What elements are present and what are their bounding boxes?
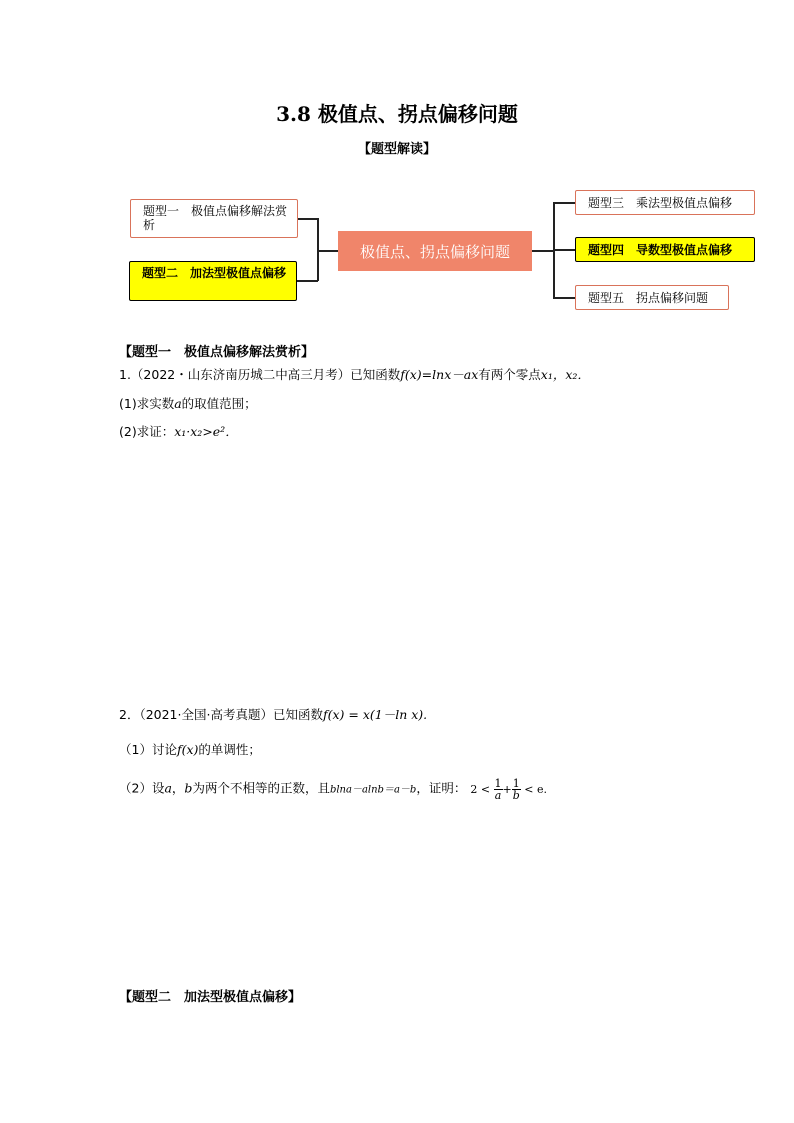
connector-line xyxy=(553,297,575,299)
page-subtitle: 【题型解读】 xyxy=(357,142,436,157)
question-2: 2．（2021·全国·高考真题）已知函数f(x) = x(1－ln x). xyxy=(119,707,428,722)
question-2-part-1: （1）讨论f(x)的单调性； xyxy=(119,742,261,757)
question-1-part-1: (1)求实数a的取值范围； xyxy=(119,396,257,411)
mindmap-node-type3: 题型三 乘法型极值点偏移 xyxy=(575,190,755,215)
mindmap-node-type5: 题型五 拐点偏移问题 xyxy=(575,285,729,310)
section-heading-type2: 【题型二 加法型极值点偏移】 xyxy=(119,990,302,1005)
connector-line xyxy=(297,280,318,282)
question-1-part-2: (2)求证：x₁·x₂>e²． xyxy=(119,424,238,439)
mindmap-node-type2: 题型二 加法型极值点偏移 xyxy=(129,261,297,301)
connector-line xyxy=(553,202,575,204)
question-1: 1.（2022・山东济南历城二中高三月考）已知函数f(x)=lnx－ax有两个零点x₁，x₂． xyxy=(119,367,590,382)
inequality: 2 < $\frac{1}{a}$ + $\frac{1}{b}$ < e. xyxy=(470,777,547,802)
connector-line xyxy=(298,218,318,220)
mindmap-node-type1: 题型一 极值点偏移解法赏析 xyxy=(130,199,298,238)
mindmap-node-type4: 题型四 导数型极值点偏移 xyxy=(575,237,755,262)
connector-line xyxy=(532,250,554,252)
question-2-part-2: （2）设a，b为两个不相等的正数，且blna－alnb＝a－b，证明： 2 < $\frac{1}{a}$ + $\frac{1}{b}$ < e. xyxy=(119,777,547,802)
page-title: 3.8 极值点、拐点偏移问题 xyxy=(276,102,518,126)
fraction-1-over-a: $\frac{1}{a}$ xyxy=(494,777,502,802)
connector-line xyxy=(553,249,575,251)
mindmap-center-node: 极值点、拐点偏移问题 xyxy=(338,231,532,271)
section-heading-type1: 【题型一 极值点偏移解法赏析】 xyxy=(119,345,315,360)
connector-line xyxy=(317,250,338,252)
fraction-1-over-b: $\frac{1}{b}$ xyxy=(512,777,520,802)
